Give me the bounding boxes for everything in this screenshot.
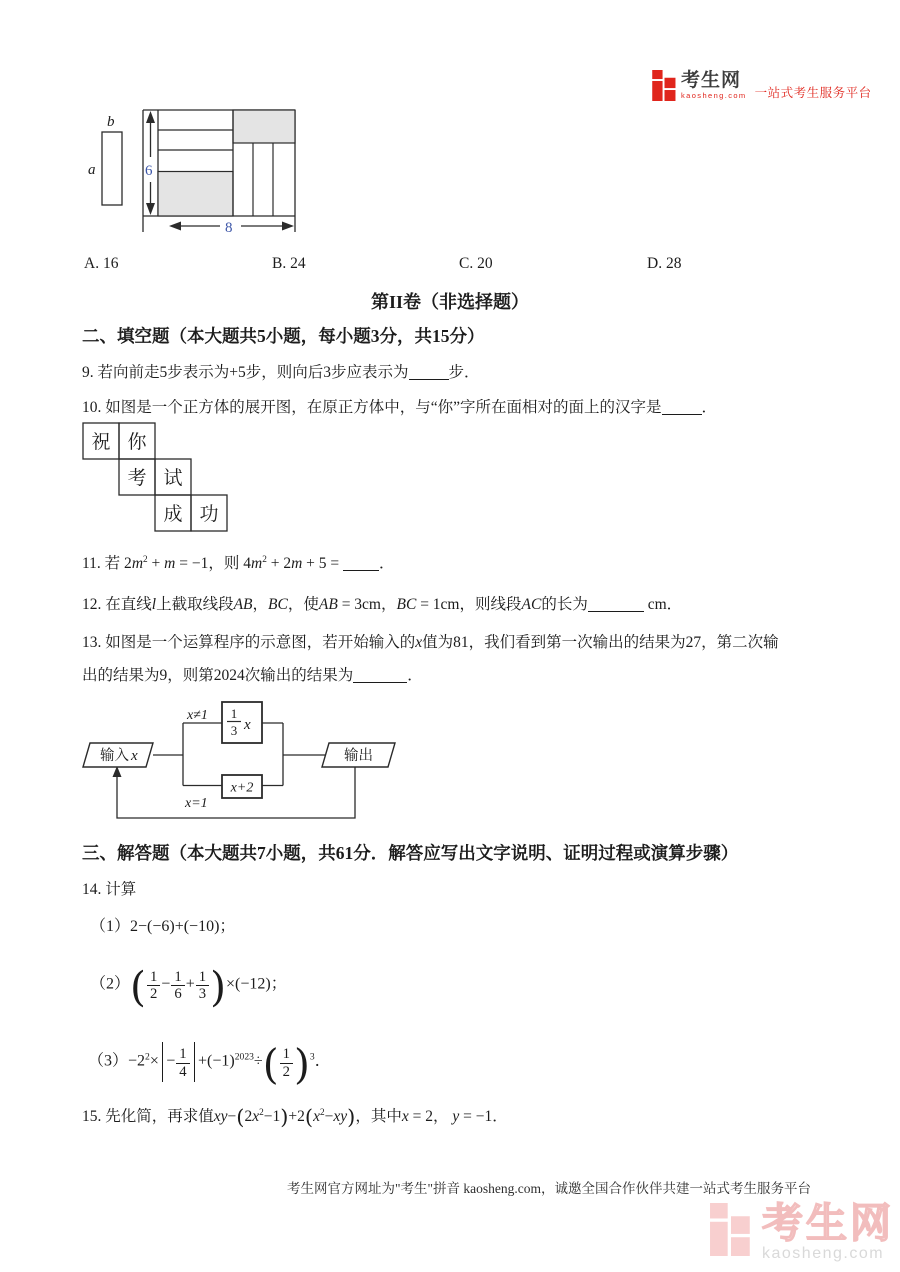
- section3-heading: 三、解答题（本大题共7小题，共61分．解答应写出文字说明、证明过程或演算步骤）: [82, 843, 739, 863]
- question-12: 12. 在直线l上截取线段AB，BC，使AB = 3cm，BC = 1cm，则线段AC的长为 cm．: [82, 596, 683, 613]
- question-15: 15. 先化简，再求值$xy-(2x^2-1)+2(x^2-xy)$，其中x = 2， y = −1．: [82, 1104, 508, 1129]
- watermark-logo-icon: [710, 1203, 752, 1256]
- label-b: b: [107, 114, 115, 130]
- flow-cond-bottom: x=1: [185, 796, 208, 811]
- q14-item-3: $(3)-2^2\times$ − $\frac{1}{4}$ $+(-1)^{2023}\div$( $\frac{1}{2}$ )$^3$．: [88, 1040, 331, 1089]
- watermark-domain: kaosheng.com: [762, 1245, 885, 1262]
- cube-cell-shi: 试: [163, 468, 183, 489]
- question-14-label: 14. 计算: [82, 881, 137, 898]
- kaosheng-logo-icon: [652, 70, 677, 101]
- cube-cell-cheng: 成: [163, 504, 183, 525]
- flow-box-plus2-label: x+2: [230, 780, 254, 796]
- logo-tagline: 一站式考生服务平台: [754, 86, 872, 100]
- question-11: 11. 若 $2m^2 + m = -1$，则 $4m^2 + 2m + 5$ = ．: [82, 554, 395, 572]
- flow-output-label: 输出: [344, 748, 373, 764]
- option-d: D. 28: [647, 255, 682, 272]
- flow-cond-top: x≠1: [187, 708, 208, 723]
- question-13-line1: 13. 如图是一个运算程序的示意图，若开始输入的x值为81，我们看到第一次输出的结果为27，第二次输: [82, 634, 779, 651]
- watermark: [710, 1200, 894, 1263]
- flow-input-var: x: [131, 748, 138, 764]
- cube-net-figure: [81, 421, 231, 535]
- logo-text-block: [681, 70, 747, 100]
- program-flowchart: [80, 696, 410, 826]
- part2-title: 第II卷（非选择题）: [370, 292, 529, 312]
- dim-width-label: 8: [225, 220, 233, 236]
- cube-cell-zhu: 祝: [91, 432, 111, 453]
- flow-box-third: [222, 702, 262, 743]
- option-a: A. 16: [84, 255, 119, 272]
- question8-rectangle-figure: [85, 102, 300, 238]
- option-b: B. 24: [272, 255, 306, 272]
- cube-cell-kao: 考: [127, 468, 147, 489]
- logo-domain: kaosheng.com: [681, 91, 747, 100]
- option-c: C. 20: [459, 255, 493, 272]
- flow-input-label: 输入: [100, 748, 129, 764]
- question-13-line2: 出的结果为9，则第2024次输出的结果为 ．: [82, 667, 423, 684]
- watermark-name: 考生网: [762, 1200, 894, 1246]
- section2-heading: 二、填空题（本大题共5小题，每小题3分，共15分）: [82, 326, 485, 346]
- q14-item-2: （2）( $\frac{1}{2}$ − $\frac{1}{6}$ + $\frac{1}{3}$ )×(−12)；: [90, 963, 287, 1012]
- q14-item-1: （1）2−(−6)+(−10)；: [90, 918, 236, 935]
- flow-frac-var: x: [244, 717, 251, 733]
- footer-note: 考生网官方网址为"考生"拼音 kaosheng.com，诚邀全国合作伙伴共建一站式考生服务平台: [287, 1181, 812, 1196]
- cube-cell-gong: 功: [199, 504, 219, 525]
- question-10: 10. 如图是一个正方体的展开图，在原正方体中，与“你”字所在面相对的面上的汉字是 ．: [82, 399, 718, 416]
- logo-name: 考生网: [681, 70, 742, 91]
- cube-cell-ni: 你: [127, 432, 147, 453]
- dim-height-label: 6: [145, 163, 153, 179]
- flow-frac-den: 3: [230, 723, 238, 738]
- flow-frac-num: 1: [230, 706, 238, 721]
- question-9: 9. 若向前走5步表示为+5步，则向后3步应表示为 步．: [82, 364, 480, 381]
- watermark-text-block: [762, 1200, 894, 1263]
- header-logo: [652, 70, 872, 101]
- label-a: a: [88, 162, 96, 178]
